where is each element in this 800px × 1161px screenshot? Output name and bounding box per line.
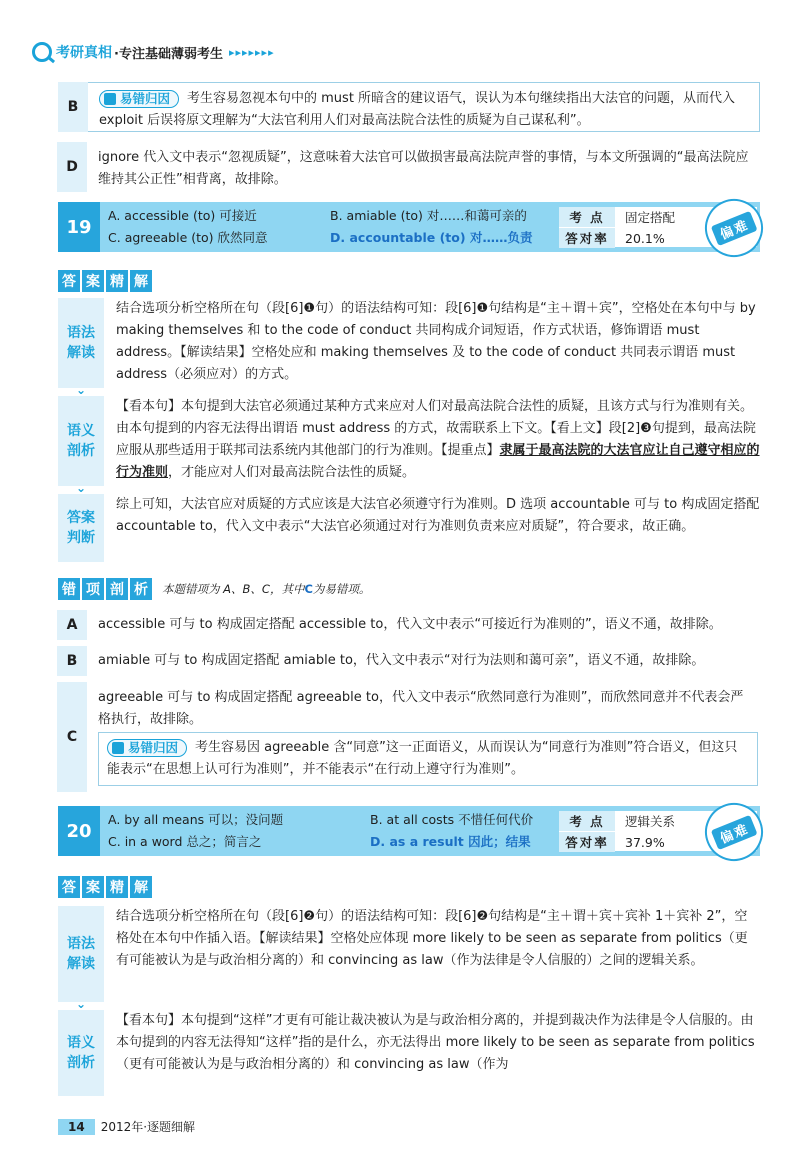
meaning-analysis	[58, 396, 760, 486]
rate-row	[559, 832, 699, 852]
option-en: in a word	[124, 834, 183, 849]
meaning-part: ，才能应对人们对最高法院合法性的质疑。	[168, 465, 416, 480]
difficulty-label: 偏难	[711, 814, 758, 849]
side-line: 剖析	[67, 443, 95, 459]
meaning-key-point: 隶属于最高法院的大法官应让自己遵守相应的行为准则	[116, 443, 760, 480]
grammar-text: 结合选项分析空格所在句（段[6]❶句）的语法结构可知：段[6]❶句结构是“主＋谓＋宾”，空格处在本句中与 by making themselves 和 to the code of conduct 共同构成介词短语，作方式状语，修饰谓语 must address。【解读结果】空格处应和 making themselves 及 to the code of conduct 共同表示谓语 must address（必须应对）的方式。	[116, 301, 756, 382]
option-d-correct	[370, 832, 590, 850]
kaodian-value: 固定搭配	[625, 210, 676, 225]
answer-text: 综上可知，大法官应对质疑的方式应该是大法官必须遵守行为准则。D 选项 accountable 可与 to 构成固定搭配 accountable to，代入文中表示“大法官必须通过对行为准则负责来应对质疑”，符合要求，故正确。	[116, 497, 760, 534]
option-a	[108, 206, 328, 224]
wrong-section-header	[58, 578, 370, 600]
rate-value: 20.1%	[625, 230, 665, 246]
error-cause-label: 易错归因	[128, 739, 179, 755]
question-info	[558, 206, 758, 248]
option-text: agreeable 可与 to 构成固定搭配 agreeable to，代入文中表示“欣然同意行为准则”，而欣然同意并不代表会严格执行，故排除。	[98, 690, 744, 727]
brand-name: 考研真相	[56, 45, 112, 61]
section-char: 案	[82, 270, 104, 292]
option-zh: 对……负责	[469, 230, 533, 245]
option-en: agreeable (to)	[124, 230, 214, 245]
option-zh: 总之；简言之	[186, 834, 262, 849]
wrong-option-b-box	[58, 82, 760, 132]
meaning-analysis	[58, 1010, 760, 1096]
answer-section-header	[58, 270, 154, 292]
tag-square-icon	[112, 742, 124, 754]
side-line: 答案	[67, 510, 95, 526]
side-line: 语义	[67, 423, 95, 439]
error-cause-content: 考生容易因 agreeable 含“同意”这一正面语义，从而误认为“同意行为准则”符合语义，但这只能表示“在思想上认可行为准则”，并不能表示“在行动上遵守行为准则”。	[107, 740, 738, 777]
side-line: 解读	[67, 956, 95, 972]
option-b	[330, 206, 550, 224]
section-char: 错	[58, 578, 80, 600]
kaodian-label: 考 点	[559, 207, 615, 227]
error-cause-tag	[107, 739, 187, 757]
meaning-part: 【看本句】本句提到大法官必须通过某种方式来应对人们对最高法院合法性的质疑，且该方式与行为准则有关。由本句提到的内容无法得出谓语 must address 的方式，故需联系上下文。【看上文】段[2]❸句提到，最高法院应服从那些适用于联邦司法系统内其他部门的行为准则。【提重点】	[116, 399, 756, 458]
option-d-correct	[330, 228, 550, 246]
question-number: 20	[58, 806, 100, 856]
difficulty-label: 偏难	[711, 210, 758, 245]
note-highlight: C	[304, 582, 313, 596]
note-part: 为易错项。	[312, 582, 371, 596]
option-letter: D.	[330, 230, 346, 245]
option-zh: 因此；结果	[468, 834, 531, 849]
section-char: 析	[130, 578, 152, 600]
option-zh: 可接近	[219, 208, 257, 223]
wrong-note	[162, 581, 370, 597]
wrong-option-c	[58, 682, 760, 792]
option-en: amiable (to)	[346, 208, 423, 223]
option-letter: A.	[108, 812, 121, 827]
rate-label: 答对率	[559, 832, 615, 852]
question-options	[108, 206, 548, 248]
option-b	[370, 810, 590, 828]
option-label: B	[58, 82, 88, 132]
wrong-option-b	[58, 646, 760, 676]
page-footer	[58, 1118, 195, 1135]
note-part: 本题错项为 A、B、C，其中	[162, 582, 305, 596]
option-a	[108, 810, 328, 828]
option-label: A	[57, 610, 87, 640]
option-c	[108, 832, 328, 850]
option-letter: D.	[370, 834, 386, 849]
option-en: as a result	[389, 834, 464, 849]
option-c	[108, 228, 328, 246]
grammar-side-label	[58, 906, 104, 1002]
section-char: 解	[130, 270, 152, 292]
question-20-bar	[58, 806, 760, 856]
page-header	[32, 40, 275, 64]
option-letter: B.	[330, 208, 343, 223]
rate-label: 答对率	[559, 228, 615, 248]
question-number: 19	[58, 202, 100, 252]
section-char: 解	[130, 876, 152, 898]
difficulty-badge	[696, 794, 772, 870]
option-letter: C.	[108, 230, 121, 245]
option-zh: 对……和蔼可亲的	[426, 208, 527, 223]
answer-judgement	[58, 494, 760, 562]
difficulty-badge	[696, 190, 772, 266]
arrow-decoration: ▸▸▸▸▸▸▸	[228, 45, 275, 59]
brand-slogan: ·专注基础薄弱考生	[114, 46, 223, 62]
footer-title: 2012年·逐题细解	[100, 1120, 196, 1134]
wrong-option-a	[58, 610, 760, 640]
question-options	[108, 810, 548, 852]
section-char: 答	[58, 876, 80, 898]
brand-logo-icon	[32, 42, 52, 62]
grammar-text: 结合选项分析空格所在句（段[6]❷句）的语法结构可知：段[6]❷句结构是“主＋谓＋宾＋宾补 1＋宾补 2”，空格处在本句中作插入语。【解读结果】空格处应体现 more likely to be seen as separate from politics（更有可能被认为是与政治相分离的）和 convincing as law（作为法律是令人信服的）之间的逻辑关系。	[116, 909, 748, 968]
wrong-option-d-box	[58, 142, 760, 192]
side-line: 语法	[67, 325, 95, 341]
option-zh: 可以；没问题	[208, 812, 284, 827]
question-info	[558, 810, 758, 852]
option-en: accountable (to)	[349, 230, 466, 245]
option-en: at all costs	[386, 812, 455, 827]
section-char: 项	[82, 578, 104, 600]
option-en: accessible (to)	[124, 208, 216, 223]
kaodian-row	[559, 811, 699, 831]
side-line: 剖析	[67, 1055, 95, 1071]
error-cause-box	[98, 732, 758, 786]
error-cause-label: 易错归因	[120, 90, 171, 106]
tag-square-icon	[104, 93, 116, 105]
error-cause-content: 考生容易忽视本句中的 must 所暗含的建议语气，误认为本句继续指出大法官的问题，从而代入 exploit 后误将原文理解为“大法官利用人们对最高法院合法性的质疑为自己谋私利”。	[99, 91, 736, 128]
side-line: 语法	[67, 936, 95, 952]
side-line: 判断	[67, 530, 95, 546]
error-cause-text	[99, 83, 759, 137]
option-letter: C.	[108, 834, 121, 849]
option-letter: A.	[108, 208, 121, 223]
question-19-bar	[58, 202, 760, 252]
kaodian-row	[559, 207, 699, 227]
option-en: by all means	[124, 812, 205, 827]
grammar-analysis	[58, 906, 760, 1002]
rate-row	[559, 228, 699, 248]
section-char: 答	[58, 270, 80, 292]
section-char: 精	[106, 270, 128, 292]
option-letter: B.	[370, 812, 383, 827]
side-line: 解读	[67, 345, 95, 361]
rate-value: 37.9%	[625, 834, 665, 850]
option-zh: 不惜任何代价	[458, 812, 534, 827]
option-label: D	[57, 142, 87, 192]
side-line: 语义	[67, 1035, 95, 1051]
kaodian-label: 考 点	[559, 811, 615, 831]
error-cause-tag	[99, 90, 179, 108]
answer-section-header	[58, 876, 154, 898]
option-d-text: ignore 代入文中表示“忽视质疑”，这意味着大法官可以做损害最高法院声誉的事情，与本文所强调的“最高法院应维持其公正性”相背离，故排除。	[98, 150, 749, 187]
meaning-text: 【看本句】本句提到“这样”才更有可能让裁决被认为是与政治相分离的，并提到裁决作为法律是令人信服的。由本句提到的内容无法得知“这样”指的是什么，亦无法得出 more likely to be seen as separate from politics（更有可能被认为是与政治相分离的）和 convincing as law（作为	[116, 1013, 755, 1072]
option-zh: 欣然同意	[217, 230, 268, 245]
option-text: accessible 可与 to 构成固定搭配 accessible to，代入文中表示“可接近行为准则的”，语义不通，故排除。	[98, 617, 722, 632]
section-char: 案	[82, 876, 104, 898]
answer-side-label	[58, 494, 104, 562]
grammar-side-label	[58, 298, 104, 388]
option-label: C	[57, 682, 87, 792]
section-char: 剖	[106, 578, 128, 600]
meaning-side-label	[58, 1010, 104, 1096]
section-char: 精	[106, 876, 128, 898]
page-number: 14	[58, 1119, 95, 1135]
option-text: amiable 可与 to 构成固定搭配 amiable to，代入文中表示“对行为法则和蔼可亲”，语义不通，故排除。	[98, 653, 705, 668]
grammar-analysis	[58, 298, 760, 388]
meaning-text	[116, 396, 760, 484]
meaning-side-label	[58, 396, 104, 486]
kaodian-value: 逻辑关系	[625, 814, 676, 829]
option-label: B	[57, 646, 87, 676]
